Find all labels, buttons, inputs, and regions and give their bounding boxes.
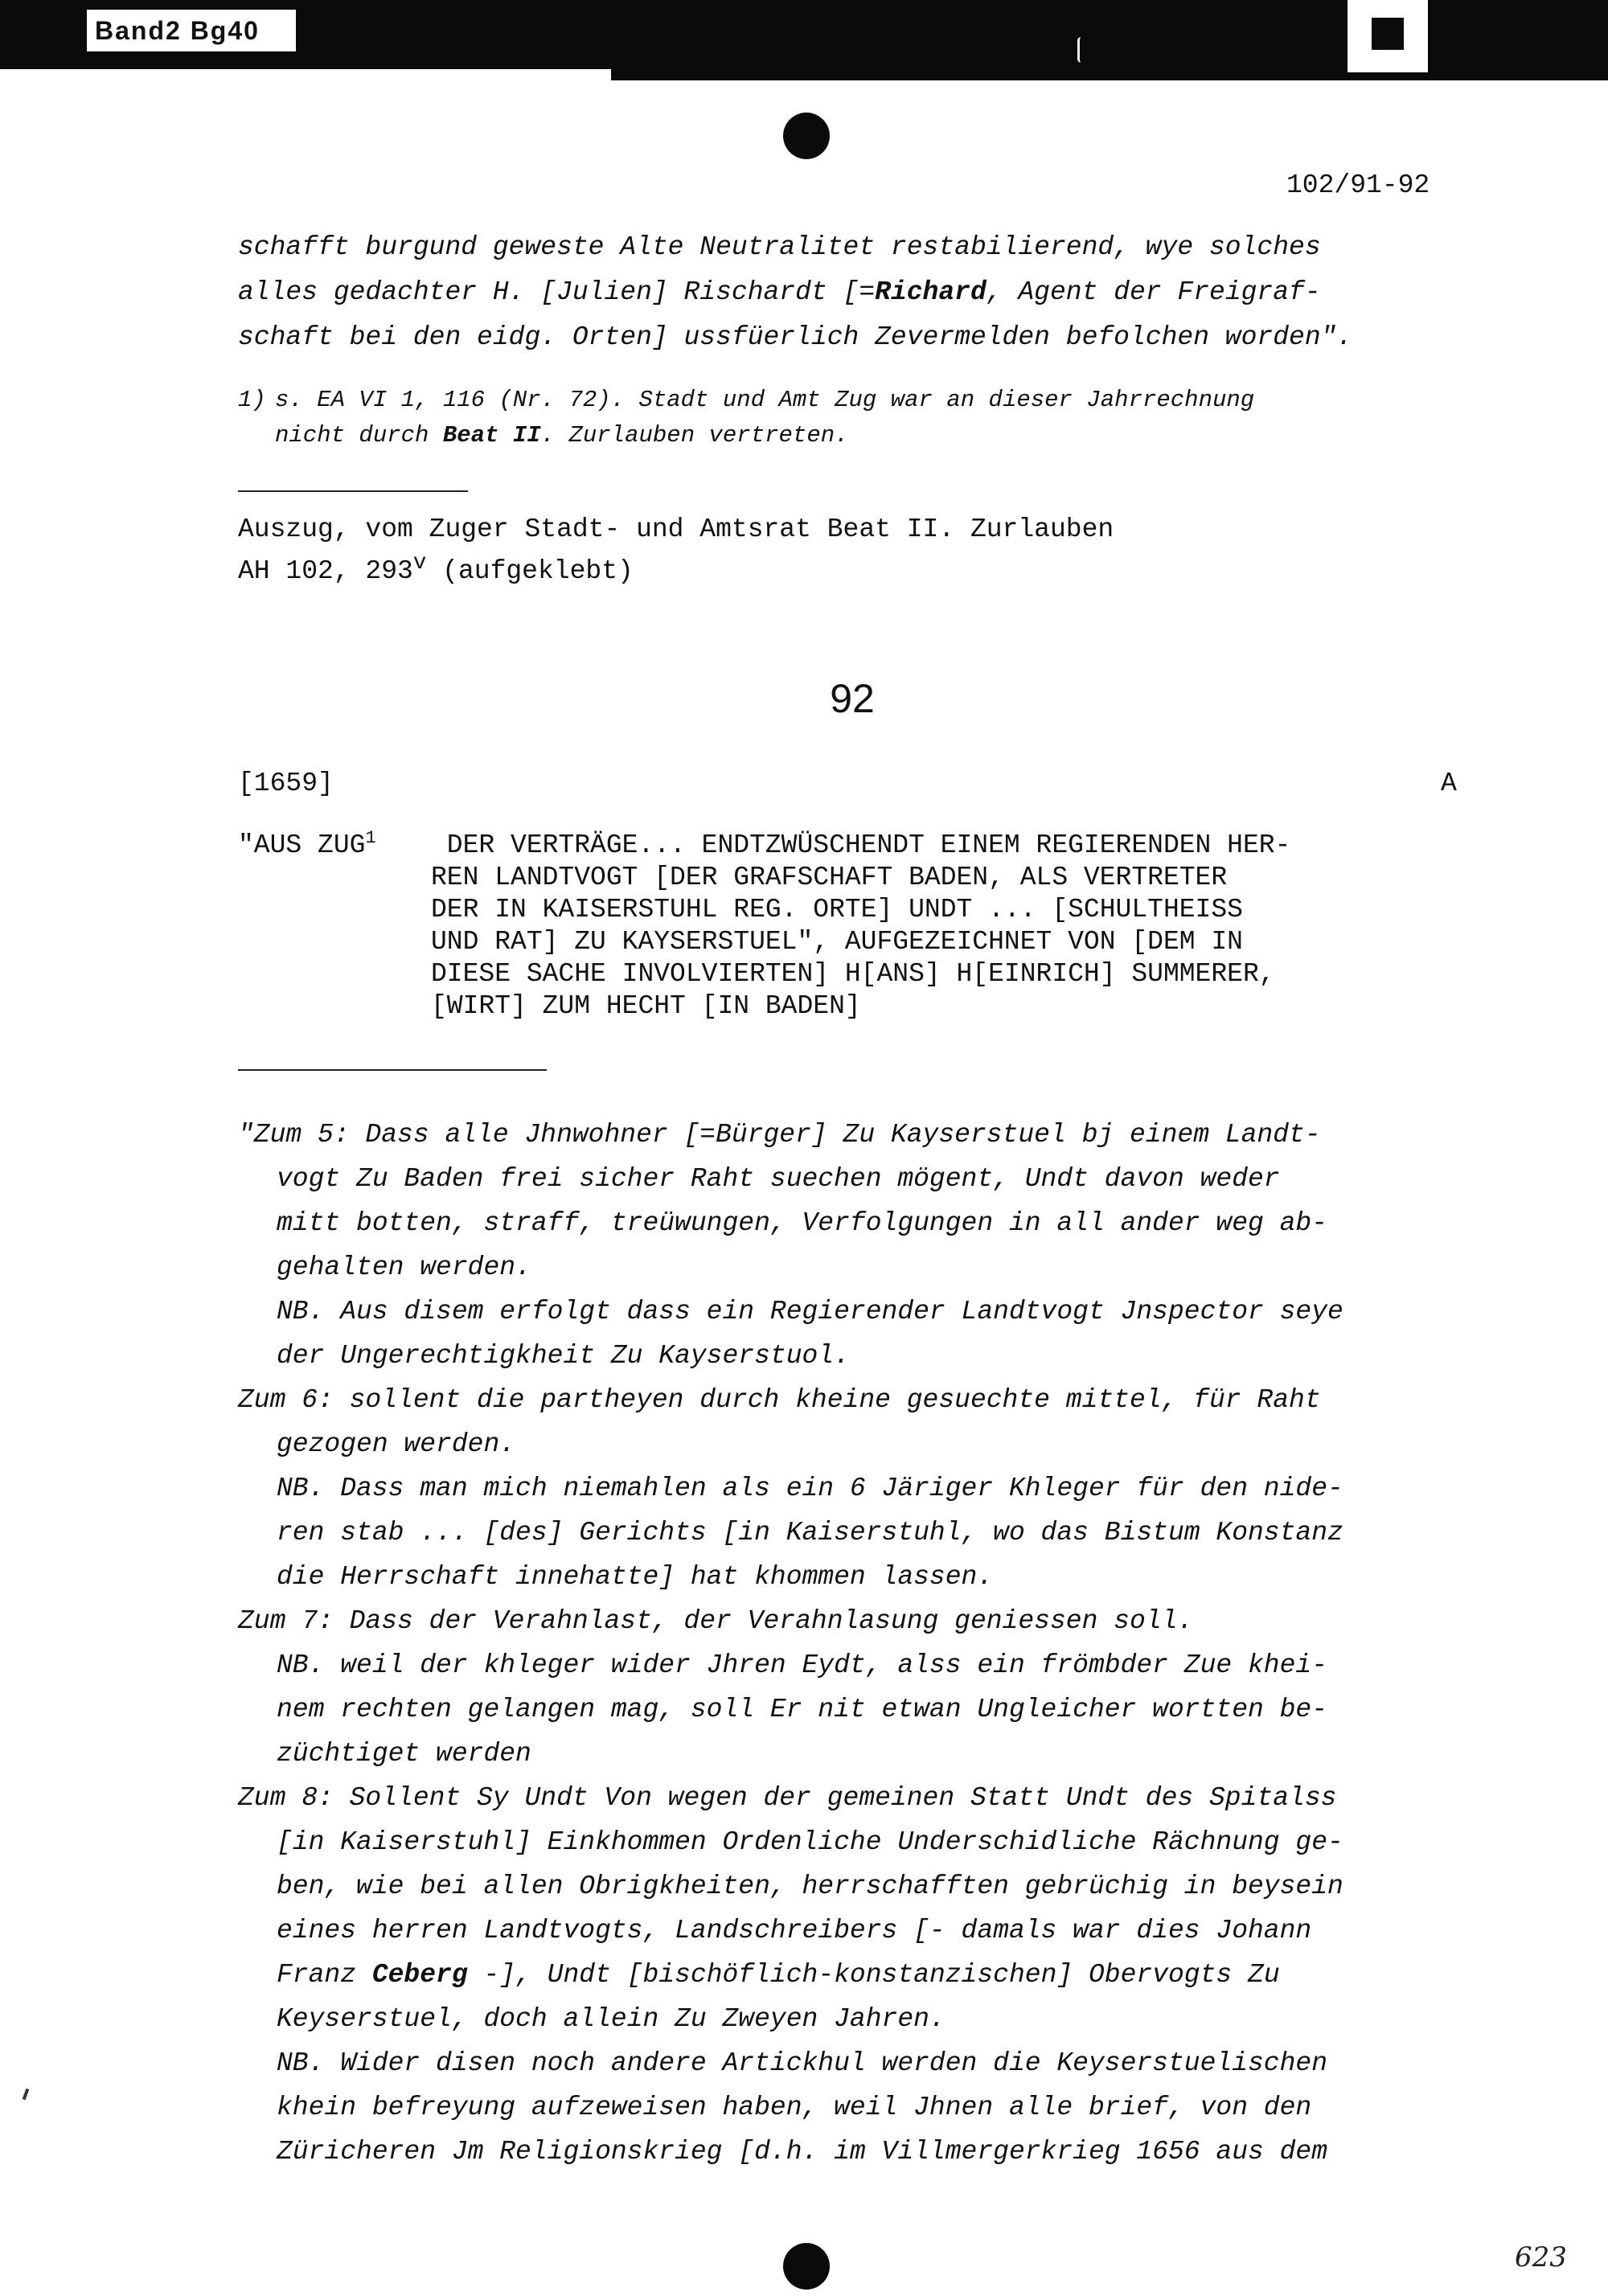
document-title-lead: "AUS ZUG$^1$ bbox=[238, 828, 376, 860]
entry-line: ren stab ... [des] Gerichts [in Kaiserstuhl, wo das Bistum Konstanz bbox=[277, 1518, 1343, 1548]
punch-hole-top bbox=[783, 113, 830, 159]
entry-line: Zum 8: Sollent Sy Undt Von wegen der gemeinen Statt Undt des Spitalss bbox=[238, 1783, 1337, 1813]
entry-line: Franz Ceberg -], Undt [bischöflich-konstanzischen] Obervogts Zu bbox=[277, 1960, 1280, 1990]
entry-line: NB. Wider disen noch andere Artickhul werden die Keyserstuelischen bbox=[277, 2048, 1328, 2078]
entry-line: [in Kaiserstuhl] Einkhommen Ordenliche Underschidliche Rächnung ge- bbox=[277, 1827, 1343, 1857]
document-title-line: [WIRT] ZUM HECHT [IN BADEN] bbox=[431, 991, 861, 1021]
entry-line: Keyserstuel, doch allein Zu Zweyen Jahren. bbox=[277, 2004, 946, 2034]
punch-hole-bottom bbox=[783, 2243, 830, 2290]
intro-line: alles gedachter H. [Julien] Rischardt [=Richard, Agent der Freigraf- bbox=[238, 277, 1321, 307]
document-title-line: DIESE SACHE INVOLVIERTEN] H[ANS] H[EINRICH] SUMMERER, bbox=[431, 959, 1275, 989]
entry-line: mitt botten, straff, treüwungen, Verfolgungen in all ander weg ab- bbox=[277, 1208, 1328, 1238]
document-letter: A bbox=[1441, 769, 1457, 798]
intro-line: schaft bei den eidg. Orten] ussfüerlich Zevermelden befolchen worden". bbox=[238, 322, 1353, 352]
document-number: 92 bbox=[830, 676, 875, 721]
entry-line: die Herrschaft innehatte] hat khommen lassen. bbox=[277, 1562, 994, 1592]
entry-line: gehalten werden. bbox=[277, 1253, 531, 1282]
entry-line: gezogen werden. bbox=[277, 1429, 516, 1459]
document-date: [1659] bbox=[238, 769, 334, 798]
entry-line: NB. weil der khleger wider Jhren Eydt, alss ein frömbder Zue khei- bbox=[277, 1650, 1328, 1680]
entry-line: NB. Dass man mich niemahlen als ein 6 Järiger Khleger für den nide- bbox=[277, 1474, 1343, 1503]
page-reference: 102/91-92 bbox=[1286, 170, 1430, 200]
margin-mark bbox=[23, 2089, 30, 2101]
entry-line: NB. Aus disem erfolgt dass ein Regierender Landtvogt Jnspector seye bbox=[277, 1297, 1343, 1326]
intro-paragraph bbox=[238, 225, 1468, 360]
entry-line: ben, wie bei allen Obrigkheiten, herrschafften gebrüchig in beysein bbox=[277, 1872, 1343, 1901]
entry-line: vogt Zu Baden frei sicher Raht suechen mögent, Undt davon weder bbox=[277, 1164, 1280, 1194]
divider bbox=[238, 1069, 547, 1071]
document-title-line: DER VERTRÄGE... ENDTZWÜSCHENDT EINEM REGIERENDEN HER- bbox=[431, 830, 1291, 860]
entry-line: Züricheren Jm Religionskrieg [d.h. im Villmergerkrieg 1656 aus dem bbox=[277, 2137, 1328, 2167]
footnote-line: nicht durch Beat II. Zurlauben vertreten. bbox=[275, 422, 849, 449]
document-title-line: REN LANDTVOGT [DER GRAFSCHAFT BADEN, ALS VERTRETER bbox=[431, 863, 1228, 892]
entry-line: "Zum 5: Dass alle Jhnwohner [=Bürger] Zu Kayserstuel bj einem Landt- bbox=[238, 1120, 1321, 1150]
entry-line: nem rechten gelangen mag, soll Er nit etwan Ungleicher wortten be- bbox=[277, 1695, 1328, 1724]
entry-line: Zum 7: Dass der Verahnlast, der Verahnlasung geniessen soll. bbox=[238, 1606, 1194, 1636]
entries-body bbox=[238, 1113, 1476, 2174]
entry-line: Zum 6: sollent die partheyen durch kheine gesuechte mittel, für Raht bbox=[238, 1385, 1321, 1415]
scan-corner-square bbox=[1372, 18, 1404, 50]
scan-border-notch bbox=[0, 69, 611, 80]
entry-line: züchtiget werden bbox=[277, 1739, 531, 1769]
footnote-line: 1) s. EA VI 1, 116 (Nr. 72). Stadt und Amt Zug war an dieser Jahrrechnung bbox=[238, 387, 1255, 413]
entry-line: der Ungerechtigkheit Zu Kayserstuol. bbox=[277, 1341, 850, 1371]
footnote bbox=[238, 383, 1460, 453]
scan-mark bbox=[1077, 37, 1085, 63]
divider bbox=[238, 490, 468, 492]
entry-line: khein befreyung aufzeweisen haben, weil Jhnen alle brief, von den bbox=[277, 2093, 1312, 2122]
handwritten-page-number: 623 bbox=[1515, 2241, 1567, 2273]
document-title-line: UND RAT] ZU KAYSERSTUEL", AUFGEZEICHNET VON [DEM IN bbox=[431, 927, 1243, 957]
source-note: Auszug, vom Zuger Stadt- und Amtsrat Beat II. Zurlauben AH 102, 293$^v$ (aufgeklebt) bbox=[238, 515, 1114, 586]
document-title-line: DER IN KAISERSTUHL REG. ORTE] UNDT ... [SCHULTHEISS bbox=[431, 895, 1243, 925]
entry-line: eines herren Landtvogts, Landschreibers [- damals war dies Johann bbox=[277, 1916, 1312, 1945]
intro-line: schafft burgund geweste Alte Neutralitet restabilierend, wye solches bbox=[238, 232, 1321, 262]
volume-label: Band2 Bg40 bbox=[87, 10, 296, 51]
